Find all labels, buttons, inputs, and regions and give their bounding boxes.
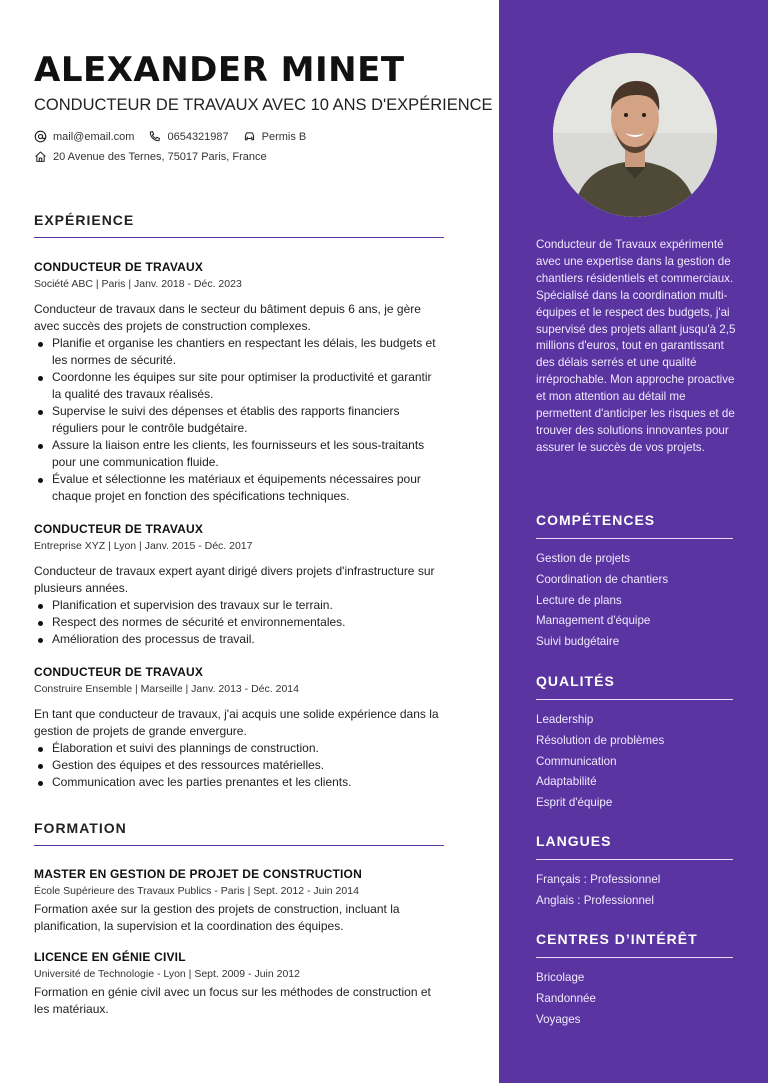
qualities-heading: QUALITÉS [536, 673, 615, 689]
education-heading: FORMATION [34, 820, 127, 836]
contact-line-1 [34, 130, 320, 143]
degree-description: Formation axée sur la gestion des projets de construction, incluant la planification, la supervision et la coordination des équipes. [34, 902, 400, 933]
list-item: Leadership [536, 713, 594, 726]
car-icon [243, 130, 256, 143]
education-entry-1 [34, 866, 444, 935]
job-meta: Société ABC | Paris | Janv. 2018 - Déc. 2023 [34, 278, 242, 290]
list-item: Gestion des équipes et des ressources matérielles. [34, 757, 444, 774]
address-text: 20 Avenue des Ternes, 75017 Paris, France [53, 150, 267, 163]
job-title: CONDUCTEUR DE TRAVAUX [34, 522, 204, 536]
job-description: Conducteur de travaux dans le secteur du bâtiment depuis 6 ans, je gère avec succès des projets de construction complexes. [34, 302, 421, 333]
list-item: Évalue et sélectionne les matériaux et équipements nécessaires pour chaque projet en fonction des spécifications techniques. [34, 471, 444, 505]
job-bullets [34, 740, 444, 791]
list-item: Élaboration et suivi des plannings de construction. [34, 740, 444, 757]
list-item: Suivi budgétaire [536, 635, 620, 649]
list-item: Communication [536, 754, 617, 768]
list-item: Anglais : Professionnel [536, 893, 654, 907]
languages-heading: LANGUES [536, 833, 612, 849]
list-item: Bricolage [536, 971, 585, 984]
languages-list [536, 870, 736, 912]
phone-text: 0654321987 [167, 130, 229, 143]
interests-heading: CENTRES D’INTÉRÊT [536, 931, 698, 947]
list-item: Respect des normes de sécurité et environnementales. [34, 614, 444, 631]
skills-heading: COMPÉTENCES [536, 512, 656, 528]
list-item: Esprit d'équipe [536, 796, 613, 810]
list-item: Amélioration des processus de travail. [34, 631, 444, 648]
at-icon [34, 130, 47, 143]
job-title: CONDUCTEUR DE TRAVAUX [34, 260, 204, 274]
qualities-divider [536, 699, 733, 700]
qualities-list [536, 710, 736, 814]
degree-title: MASTER EN GESTION DE PROJET DE CONSTRUCTION [34, 867, 362, 881]
degree-meta: École Supérieure des Travaux Publics - Paris | Sept. 2012 - Juin 2014 [34, 885, 359, 897]
job-bullets [34, 335, 444, 505]
experience-heading: EXPÉRIENCE [34, 212, 135, 228]
profile-photo [553, 53, 717, 217]
list-item: Randonnée [536, 991, 596, 1005]
list-item: Français : Professionnel [536, 873, 661, 886]
headline-title: CONDUCTEUR DE TRAVAUX AVEC 10 ANS D'EXPÉRIENCE [34, 96, 493, 114]
contact-line-2 [34, 150, 281, 163]
interests-list [536, 968, 736, 1030]
languages-divider [536, 859, 733, 860]
education-divider [34, 845, 444, 846]
job-meta: Entreprise XYZ | Lyon | Janv. 2015 - Déc. 2017 [34, 540, 253, 552]
skills-list [536, 549, 736, 653]
interests-divider [536, 957, 733, 958]
education-entry-2 [34, 949, 444, 1018]
license-text: Permis B [261, 130, 307, 143]
degree-description: Formation en génie civil avec un focus sur les méthodes de construction et les matériaux. [34, 985, 431, 1016]
list-item: Adaptabilité [536, 775, 597, 789]
list-item: Planification et supervision des travaux sur le terrain. [34, 597, 444, 614]
skills-divider [536, 538, 733, 539]
address-contact [34, 150, 267, 163]
profile-summary: Conducteur de Travaux expérimenté avec une expertise dans la gestion de chantiers résidentiels et commerciaux. Spécialisé dans la coordination multi-équipes et le respect des budgets, j'ai supervisé des projets allant jusqu'à 2,5 millions d'euros, tout en garantissant des délais serrés et une qualité irréprochable. Mon approche proactive et mon attention au détail me permettent d'anticiper les risques et de trouver des solutions innovantes pour assurer le succès de vos projets. [536, 238, 736, 454]
degree-title: LICENCE EN GÉNIE CIVIL [34, 950, 186, 964]
email-text: mail@email.com [53, 130, 135, 143]
list-item: Communication avec les parties prenantes et les clients. [34, 774, 444, 791]
experience-entry-2 [34, 521, 444, 648]
job-meta: Construire Ensemble | Marseille | Janv. 2013 - Déc. 2014 [34, 683, 299, 695]
degree-meta: Université de Technologie - Lyon | Sept. 2009 - Juin 2012 [34, 968, 300, 980]
job-title: CONDUCTEUR DE TRAVAUX [34, 665, 204, 679]
job-description: Conducteur de travaux expert ayant dirigé divers projets d'infrastructure sur plusieurs années. [34, 564, 435, 595]
experience-entry-3 [34, 664, 444, 791]
experience-entry-1 [34, 259, 444, 505]
list-item: Supervise le suivi des dépenses et établis des rapports financiers réguliers pour le contrôle budgétaire. [34, 403, 444, 437]
list-item: Résolution de problèmes [536, 733, 665, 747]
job-description: En tant que conducteur de travaux, j'ai acquis une solide expérience dans la gestion de projets de grande envergure. [34, 707, 439, 738]
license-contact [243, 130, 307, 143]
list-item: Voyages [536, 1012, 581, 1026]
person-photo-icon [553, 53, 717, 217]
job-bullets [34, 597, 444, 648]
phone-icon [148, 130, 161, 143]
email-contact[interactable] [34, 130, 134, 143]
list-item: Assure la liaison entre les clients, les fournisseurs et les sous-traitants pour une communication fluide. [34, 437, 444, 471]
list-item: Coordination de chantiers [536, 572, 669, 586]
list-item: Coordonne les équipes sur site pour optimiser la productivité et garantir la qualité des travaux réalisés. [34, 369, 444, 403]
experience-divider [34, 237, 444, 238]
home-icon [34, 150, 47, 163]
list-item: Lecture de plans [536, 593, 622, 607]
list-item: Planifie et organise les chantiers en respectant les délais, les budgets et les normes de sécurité. [34, 335, 444, 369]
list-item: Gestion de projets [536, 552, 631, 565]
list-item: Management d'équipe [536, 614, 651, 628]
phone-contact[interactable] [148, 130, 228, 143]
candidate-name: ALEXANDER MINET [34, 50, 405, 90]
